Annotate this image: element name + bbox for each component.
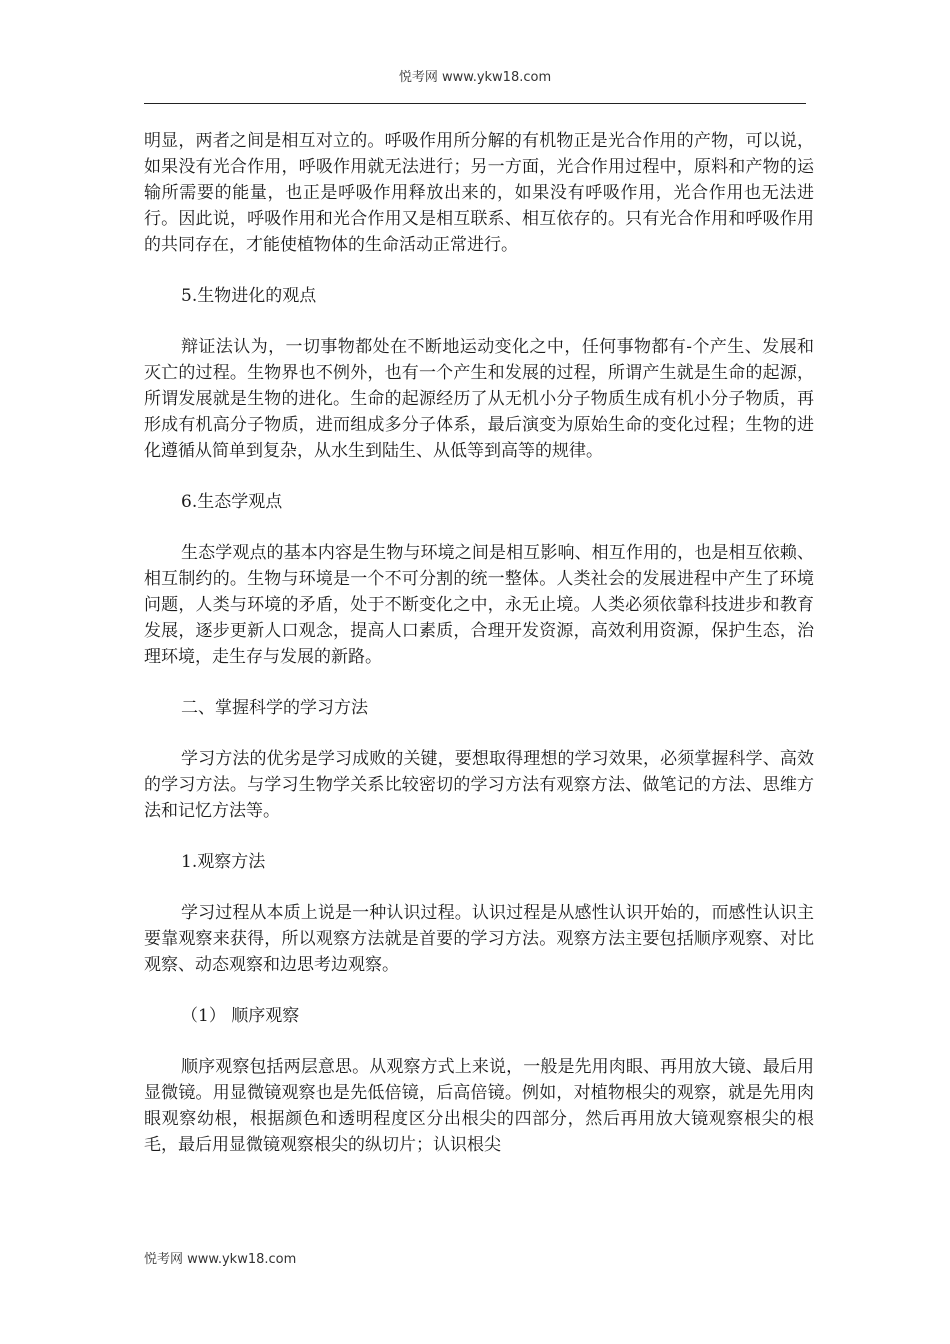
heading-evolution: 5.生物进化的观点 — [181, 286, 317, 306]
heading-ecology: 6.生态学观点 — [181, 492, 283, 512]
document-body — [144, 128, 814, 1158]
paragraph-ecology: 生态学观点的基本内容是生物与环境之间是相互影响、相互作用的，也是相互依赖、相互制约的。生物与环境是一个不可分割的统一整体。人类社会的发展进程中产生了环境问题，人类与环境的矛盾，处于不断变化之中，永无止境。人类必须依靠科技进步和教育发展，逐步更新人口观念，提高人口素质，合理开发资源，高效利用资源，保护生态，治理环境，走生存与发展的新路。 — [144, 543, 814, 667]
heading-sequential-observation: （1） 顺序观察 — [181, 1006, 300, 1026]
paragraph-evolution: 辩证法认为，一切事物都处在不断地运动变化之中，任何事物都有-个产生、发展和灭亡的过程。生物界也不例外，也有一个产生和发展的过程，所谓产生就是生命的起源，所谓发展就是生物的进化。生命的起源经历了从无机小分子物质生成有机小分子物质，再形成有机高分子物质，进而组成多分子体系，最后演变为原始生命的变化过程；生物的进化遵循从简单到复杂，从水生到陆生、从低等到高等的规律。 — [144, 337, 814, 461]
page-footer: 悦考网 www.ykw18.com — [144, 1252, 297, 1267]
paragraph-photosynthesis-respiration: 明显，两者之间是相互对立的。呼吸作用所分解的有机物正是光合作用的产物，可以说，如果没有光合作用，呼吸作用就无法进行；另一方面，光合作用过程中，原料和产物的运输所需要的能量，也正是呼吸作用释放出来的，如果没有呼吸作用，光合作用也无法进行。因此说，呼吸作用和光合作用又是相互联系、相互依存的。只有光合作用和呼吸作用的共同存在，才能使植物体的生命活动正常进行。 — [144, 131, 814, 255]
heading-study-methods: 二、掌握科学的学习方法 — [181, 698, 368, 718]
page-header: 悦考网 www.ykw18.com — [398, 70, 552, 85]
paragraph-study-methods: 学习方法的优劣是学习成败的关键，要想取得理想的学习效果，必须掌握科学、高效的学习方法。与学习生物学关系比较密切的学习方法有观察方法、做笔记的方法、思维方法和记忆方法等。 — [144, 749, 814, 821]
header-divider — [144, 103, 806, 104]
paragraph-sequential-observation: 顺序观察包括两层意思。从观察方式上来说，一般是先用肉眼、再用放大镜、最后用显微镜。用显微镜观察也是先低倍镜，后高倍镜。例如，对植物根尖的观察，就是先用肉眼观察幼根，根据颜色和透明程度区分出根尖的四部分，然后再用放大镜观察根尖的根毛，最后用显微镜观察根尖的纵切片；认识根尖 — [144, 1057, 814, 1155]
heading-observation: 1.观察方法 — [181, 852, 266, 872]
paragraph-observation: 学习过程从本质上说是一种认识过程。认识过程是从感性认识开始的，而感性认识主要靠观察来获得，所以观察方法就是首要的学习方法。观察方法主要包括顺序观察、对比观察、动态观察和边思考边观察。 — [144, 903, 814, 975]
